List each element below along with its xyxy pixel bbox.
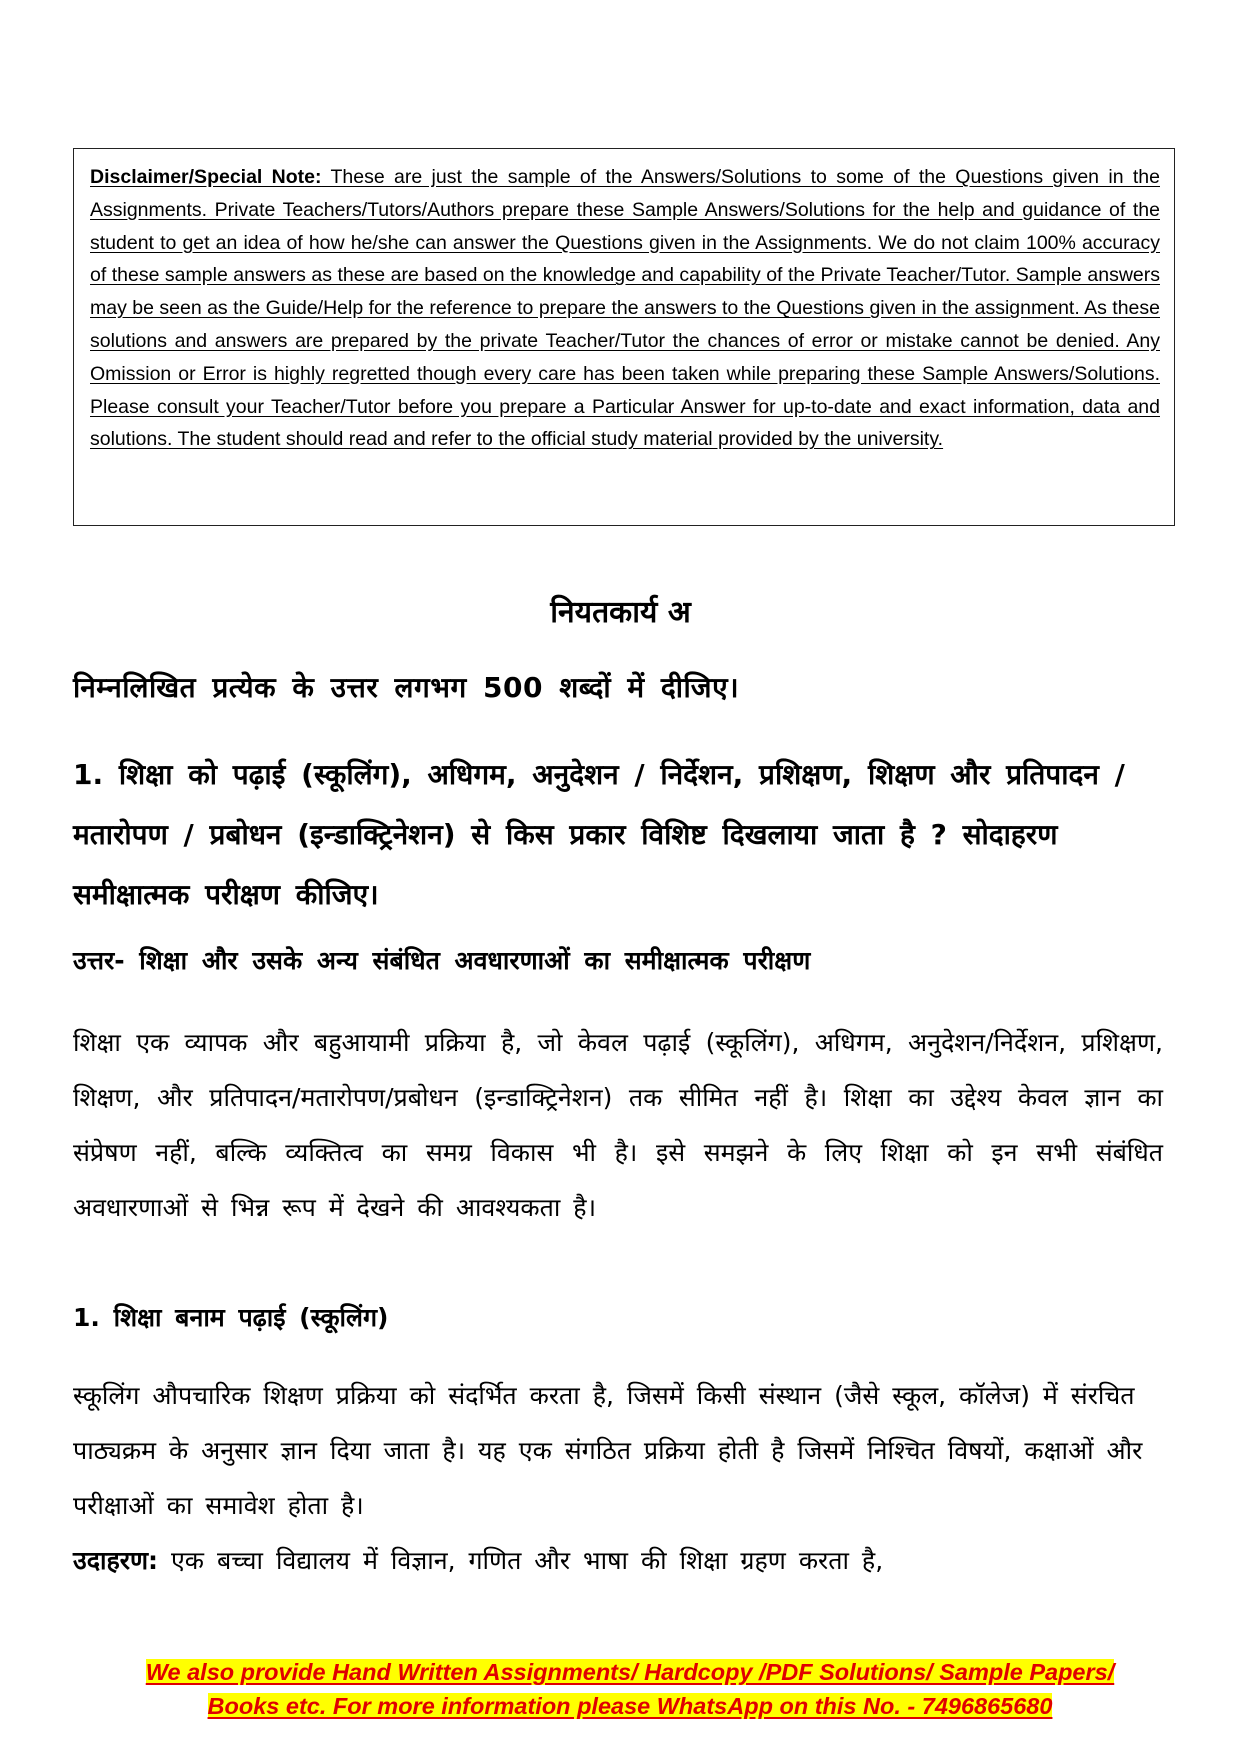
disclaimer-lead: Disclaimer/Special Note: — [90, 166, 322, 188]
answer-heading: उत्तर- शिक्षा और उसके अन्य संबंधित अवधारणाओं का समीक्षात्मक परीक्षण — [73, 946, 811, 975]
footer-line-2: Books etc. For more information please WhatsApp on this No. - 7496865680 — [207, 1693, 1053, 1719]
example-label: उदाहरण: — [73, 1546, 159, 1575]
section-heading: 1. शिक्षा बनाम पढ़ाई (स्कूलिंग) — [73, 1303, 389, 1332]
section-paragraph — [73, 1368, 1163, 1588]
example-body: एक बच्चा विद्यालय में विज्ञान, गणित और भाषा की शिक्षा ग्रहण करता है, — [158, 1546, 884, 1575]
assignment-title: नियतकार्य अ — [550, 595, 691, 630]
disclaimer-text — [90, 161, 1160, 456]
footer-line-1: We also provide Hand Written Assignments/ Hardcopy /PDF Solutions/ Sample Papers/ — [145, 1659, 1115, 1685]
footer-promo — [95, 1655, 1165, 1723]
disclaimer-box — [73, 148, 1175, 526]
disclaimer-body: These are just the sample of the Answers/Solutions to some of the Questions given in the Assignments. Private Teachers/Tutors/Authors prepare these Sample Answers/Solutions for the help and guidance of the student to get an idea of how he/she can answer the Questions given in the Assignments. We do not claim 100% accuracy of these sample answers as these are based on the knowledge and capability of the Private Teacher/Tutor. Sample answers may be seen as the Guide/Help for the reference to prepare the answers to the Questions given in the assignment. As these solutions and answers are prepared by the private Teacher/Tutor the chances of error or mistake cannot be denied. Any Omission or Error is highly regretted though every care has been taken while preparing these Sample Answers/Solutions. Please consult your Teacher/Tutor before you prepare a Particular Answer for up-to-date and exact information, data and solutions. The student should read and refer to the official study material provided by the university. — [90, 166, 1160, 451]
question-text: 1. शिक्षा को पढ़ाई (स्कूलिंग), अधिगम, अनुदेशन / निर्देशन, प्रशिक्षण, शिक्षण और प्रतिपादन / मतारोपण / प्रबोधन (इन्डाक्ट्रिनेशन) से किस प्रकार विशिष्ट दिखलाया जाता है ? सोदाहरण समीक्षात्मक परीक्षण कीजिए। — [73, 758, 1125, 911]
assignment-instruction: निम्नलिखित प्रत्येक के उत्तर लगभग 500 शब्दों में दीजिए। — [73, 671, 740, 704]
section-body: स्कूलिंग औपचारिक शिक्षण प्रक्रिया को संदर्भित करता है, जिसमें किसी संस्थान (जैसे स्कूल, कॉलेज) में संरचित पाठ्यक्रम के अनुसार ज्ञान दिया जाता है। यह एक संगठित प्रक्रिया होती है जिसमें निश्चित विषयों, कक्षाओं और परीक्षाओं का समावेश होता है। — [73, 1381, 1143, 1520]
answer-intro-paragraph: शिक्षा एक व्यापक और बहुआयामी प्रक्रिया है, जो केवल पढ़ाई (स्कूलिंग), अधिगम, अनुदेशन/निर्देशन, प्रशिक्षण, शिक्षण, और प्रतिपादन/मतारोपण/प्रबोधन (इन्डाक्ट्रिनेशन) तक सीमित नहीं है। शिक्षा का उद्देश्य केवल ज्ञान का संप्रेषण नहीं, बल्कि व्यक्तित्व का समग्र विकास भी है। इसे समझने के लिए शिक्षा को इन सभी संबंधित अवधारणाओं से भिन्न रूप में देखने की आवश्यकता है। — [73, 1028, 1163, 1222]
